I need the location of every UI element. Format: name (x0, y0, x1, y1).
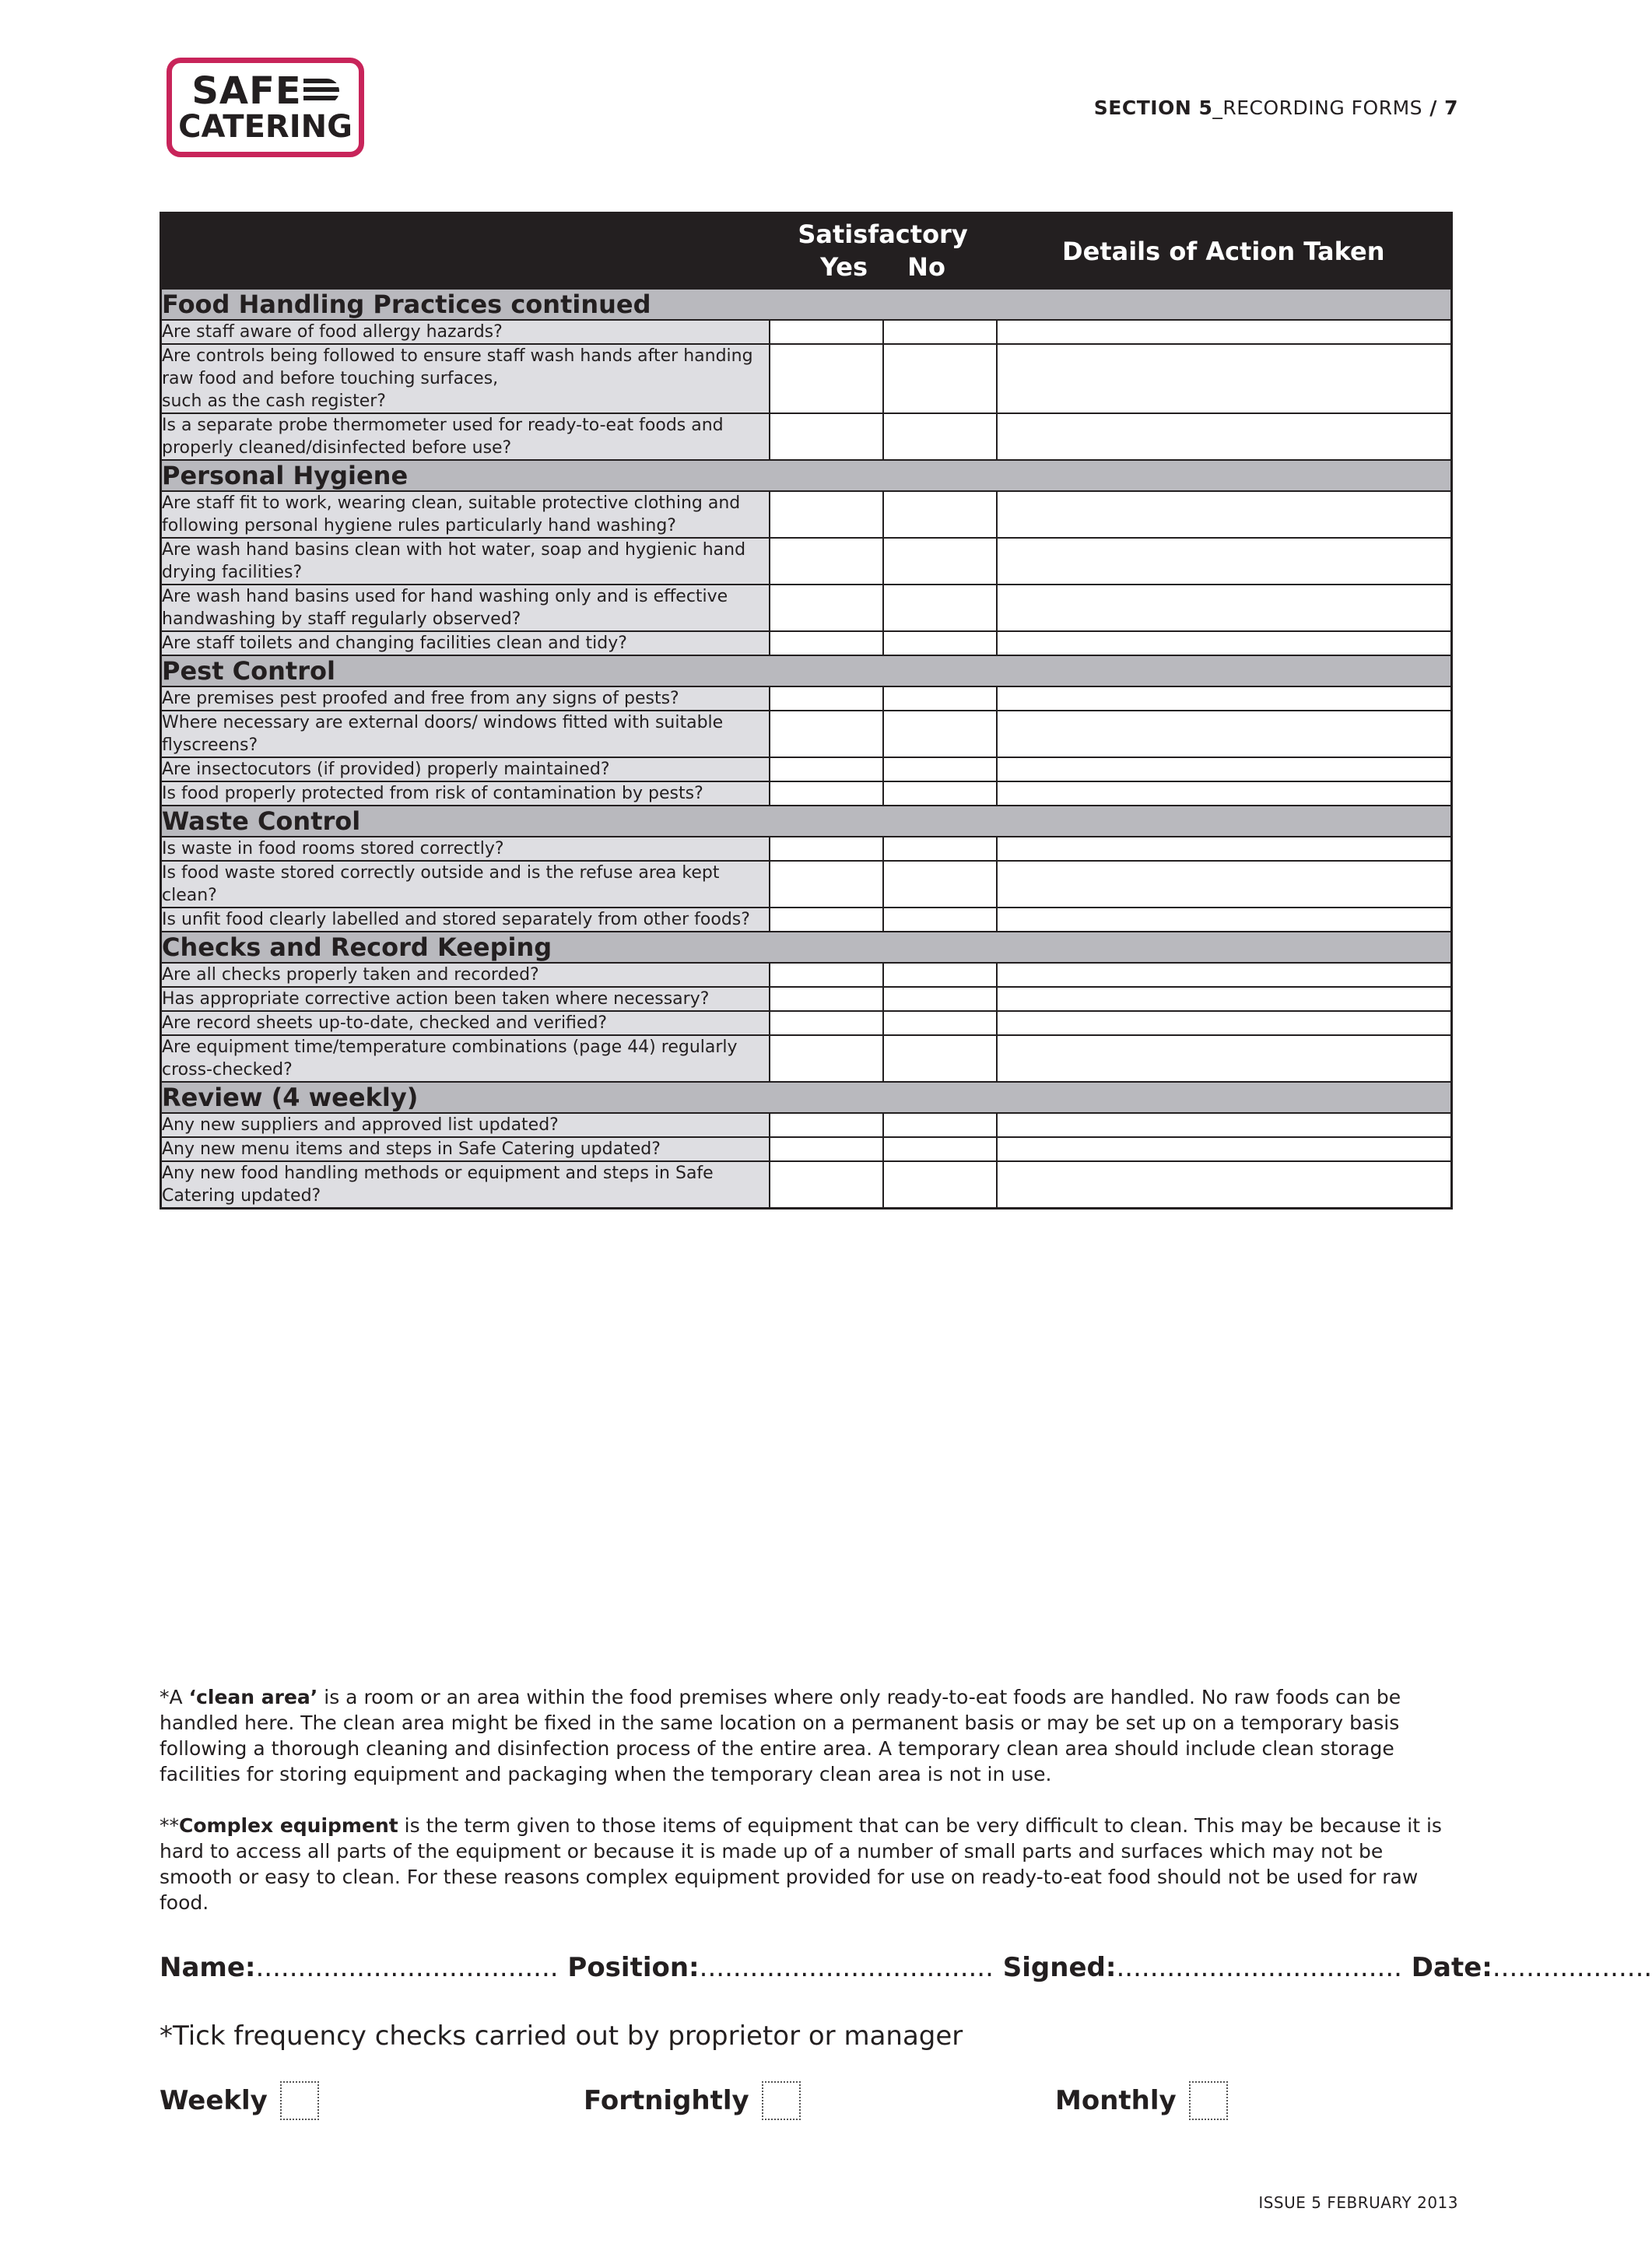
question-text: Are record sheets up-to-date, checked and verified? (161, 1011, 770, 1035)
no-cell[interactable] (883, 491, 997, 538)
no-cell[interactable] (883, 1161, 997, 1209)
question-text: Is food waste stored correctly outside and is the refuse area kept clean? (161, 861, 770, 908)
action-details-cell[interactable] (997, 837, 1452, 861)
yes-cell[interactable] (770, 1113, 883, 1137)
table-row (161, 585, 1452, 631)
action-details-cell[interactable] (997, 631, 1452, 655)
yes-cell[interactable] (770, 781, 883, 806)
yes-cell[interactable] (770, 963, 883, 987)
no-cell[interactable] (883, 837, 997, 861)
yes-cell[interactable] (770, 1035, 883, 1082)
question-text: Are equipment time/temperature combinations (page 44) regularly cross-checked? (161, 1035, 770, 1082)
yes-cell[interactable] (770, 1011, 883, 1035)
complex-equipment-note: **Complex equipment is the term given to those items of equipment that can be very difficult to clean. This may be because it is hard to access all parts of the equipment or because it is made up of a number of small parts and surfaces which may not be smooth or easy to clean. For these reasons complex equipment provided for use on ready-to-eat food should not be used for raw food. (160, 1814, 1442, 1914)
tick-frequency-note: *Tick frequency checks carried out by proprietor or manager (160, 2021, 963, 2052)
action-details-cell[interactable] (997, 908, 1452, 932)
no-cell[interactable] (883, 413, 997, 460)
action-details-cell[interactable] (997, 491, 1452, 538)
table-row (161, 757, 1452, 781)
logo-line-2: CATERING (178, 109, 352, 145)
action-details-cell[interactable] (997, 344, 1452, 413)
date-field[interactable]: ................... (1492, 1952, 1652, 1983)
action-details-cell[interactable] (997, 320, 1452, 344)
question-text: Are wash hand basins clean with hot water, soap and hygienic hand drying facilities? (161, 538, 770, 585)
no-cell[interactable] (883, 757, 997, 781)
table-row (161, 837, 1452, 861)
action-details-cell[interactable] (997, 1161, 1452, 1209)
action-details-cell[interactable] (997, 963, 1452, 987)
yes-cell[interactable] (770, 631, 883, 655)
table-row (161, 908, 1452, 932)
no-cell[interactable] (883, 1137, 997, 1161)
satisfactory-header: Satisfactory Yes No (770, 213, 997, 290)
no-cell[interactable] (883, 538, 997, 585)
section-title: Checks and Record Keeping (161, 932, 1452, 963)
fortnightly-checkbox[interactable] (762, 2081, 801, 2120)
section-header: SECTION 5_RECORDING FORMS / 7 (1093, 97, 1458, 119)
table-row (161, 963, 1452, 987)
section-title: Pest Control (161, 655, 1452, 686)
question-header (161, 213, 770, 290)
signoff-line: Name:.................................... Position:................................... Signed:.................................. Date:................... (160, 1952, 1652, 1983)
no-cell[interactable] (883, 861, 997, 908)
question-text: Has appropriate corrective action been taken where necessary? (161, 987, 770, 1011)
table-row (161, 711, 1452, 757)
no-cell[interactable] (883, 987, 997, 1011)
weekly-checkbox[interactable] (280, 2081, 319, 2120)
fortnightly-option: Fortnightly (584, 2081, 801, 2120)
yes-cell[interactable] (770, 711, 883, 757)
action-details-cell[interactable] (997, 1035, 1452, 1082)
action-details-cell[interactable] (997, 987, 1452, 1011)
table-row (161, 1137, 1452, 1161)
question-text: Is waste in food rooms stored correctly? (161, 837, 770, 861)
action-details-cell[interactable] (997, 413, 1452, 460)
no-cell[interactable] (883, 320, 997, 344)
no-cell[interactable] (883, 631, 997, 655)
yes-cell[interactable] (770, 538, 883, 585)
question-text: Are staff toilets and changing facilities clean and tidy? (161, 631, 770, 655)
position-field[interactable]: ................................... (699, 1952, 994, 1983)
section-title: Personal Hygiene (161, 460, 1452, 491)
issue-footer: ISSUE 5 FEBRUARY 2013 (1258, 2193, 1458, 2212)
table-row (161, 1011, 1452, 1035)
section-title: Review (4 weekly) (161, 1082, 1452, 1113)
section-row (161, 932, 1452, 963)
question-text: Are all checks properly taken and recorded? (161, 963, 770, 987)
no-cell[interactable] (883, 585, 997, 631)
table-row (161, 1113, 1452, 1137)
yes-cell[interactable] (770, 1161, 883, 1209)
section-row (161, 655, 1452, 686)
monthly-checkbox[interactable] (1189, 2081, 1228, 2120)
question-text: Is a separate probe thermometer used for ready-to-eat foods and properly cleaned/disinfected before use? (161, 413, 770, 460)
action-details-cell[interactable] (997, 585, 1452, 631)
action-details-cell[interactable] (997, 538, 1452, 585)
action-details-cell[interactable] (997, 861, 1452, 908)
signed-field[interactable]: .................................. (1116, 1952, 1402, 1983)
yes-cell[interactable] (770, 1137, 883, 1161)
question-text: Are insectocutors (if provided) properly maintained? (161, 757, 770, 781)
no-cell[interactable] (883, 344, 997, 413)
yes-cell[interactable] (770, 837, 883, 861)
section-title: Food Handling Practices continued (161, 289, 1452, 320)
action-details-cell[interactable] (997, 686, 1452, 711)
no-cell[interactable] (883, 1113, 997, 1137)
safe-catering-logo (167, 58, 364, 157)
section-title: Waste Control (161, 806, 1452, 837)
table-row (161, 987, 1452, 1011)
no-cell[interactable] (883, 1035, 997, 1082)
yes-header: Yes (820, 251, 868, 282)
details-header: Details of Action Taken (997, 213, 1452, 290)
no-cell[interactable] (883, 711, 997, 757)
logo-bars-icon (303, 79, 339, 104)
question-text: Is food properly protected from risk of contamination by pests? (161, 781, 770, 806)
action-details-cell[interactable] (997, 1137, 1452, 1161)
table-row (161, 491, 1452, 538)
no-cell[interactable] (883, 686, 997, 711)
table-row (161, 861, 1452, 908)
table-row (161, 538, 1452, 585)
question-text: Any new suppliers and approved list updated? (161, 1113, 770, 1137)
monthly-option: Monthly (1055, 2081, 1228, 2120)
yes-cell[interactable] (770, 320, 883, 344)
section-row (161, 806, 1452, 837)
question-text: Are controls being followed to ensure staff wash hands after handing raw food and before touching surfaces, such as the cash register? (161, 344, 770, 413)
question-text: Are wash hand basins used for hand washing only and is effective handwashing by staff regularly observed? (161, 585, 770, 631)
table-row (161, 686, 1452, 711)
yes-cell[interactable] (770, 987, 883, 1011)
name-field[interactable]: .................................... (255, 1952, 559, 1983)
table-header-row (161, 213, 1452, 290)
no-header: No (907, 251, 945, 282)
no-cell[interactable] (883, 1011, 997, 1035)
yes-cell[interactable] (770, 491, 883, 538)
action-details-cell[interactable] (997, 781, 1452, 806)
question-text: Is unfit food clearly labelled and stored separately from other foods? (161, 908, 770, 932)
table-row (161, 631, 1452, 655)
question-text: Where necessary are external doors/ windows fitted with suitable flyscreens? (161, 711, 770, 757)
table-row (161, 781, 1452, 806)
no-cell[interactable] (883, 781, 997, 806)
section-row (161, 460, 1452, 491)
table-row (161, 1035, 1452, 1082)
action-details-cell[interactable] (997, 1011, 1452, 1035)
yes-cell[interactable] (770, 413, 883, 460)
yes-cell[interactable] (770, 344, 883, 413)
footnotes (160, 1684, 1451, 1941)
section-row (161, 289, 1452, 320)
no-cell[interactable] (883, 908, 997, 932)
section-row (161, 1082, 1452, 1113)
question-text: Are staff fit to work, wearing clean, suitable protective clothing and following personal hygiene rules particularly hand washing? (161, 491, 770, 538)
inspection-checklist-table (160, 212, 1453, 1210)
clean-area-note: *A ‘clean area’ is a room or an area within the food premises where only ready-to-eat foods are handled. No raw foods can be handled here. The clean area might be fixed in the same location on a permanent basis or may be set up on a temporary basis following a thorough cleaning and disinfection process of the entire area. A temporary clean area should include clean storage facilities for storing equipment and packaging when the temporary clean area is not in use. (160, 1686, 1401, 1785)
yes-cell[interactable] (770, 861, 883, 908)
logo-line-1: SAFE (191, 72, 338, 110)
action-details-cell[interactable] (997, 1113, 1452, 1137)
yes-cell[interactable] (770, 686, 883, 711)
yes-cell[interactable] (770, 908, 883, 932)
table-row (161, 320, 1452, 344)
question-text: Any new menu items and steps in Safe Catering updated? (161, 1137, 770, 1161)
weekly-option: Weekly (160, 2081, 319, 2120)
table-row (161, 413, 1452, 460)
table-row (161, 344, 1452, 413)
action-details-cell[interactable] (997, 711, 1452, 757)
question-text: Are staff aware of food allergy hazards? (161, 320, 770, 344)
no-cell[interactable] (883, 963, 997, 987)
question-text: Are premises pest proofed and free from any signs of pests? (161, 686, 770, 711)
question-text: Any new food handling methods or equipment and steps in Safe Catering updated? (161, 1161, 770, 1209)
table-row (161, 1161, 1452, 1209)
yes-cell[interactable] (770, 757, 883, 781)
action-details-cell[interactable] (997, 757, 1452, 781)
yes-cell[interactable] (770, 585, 883, 631)
